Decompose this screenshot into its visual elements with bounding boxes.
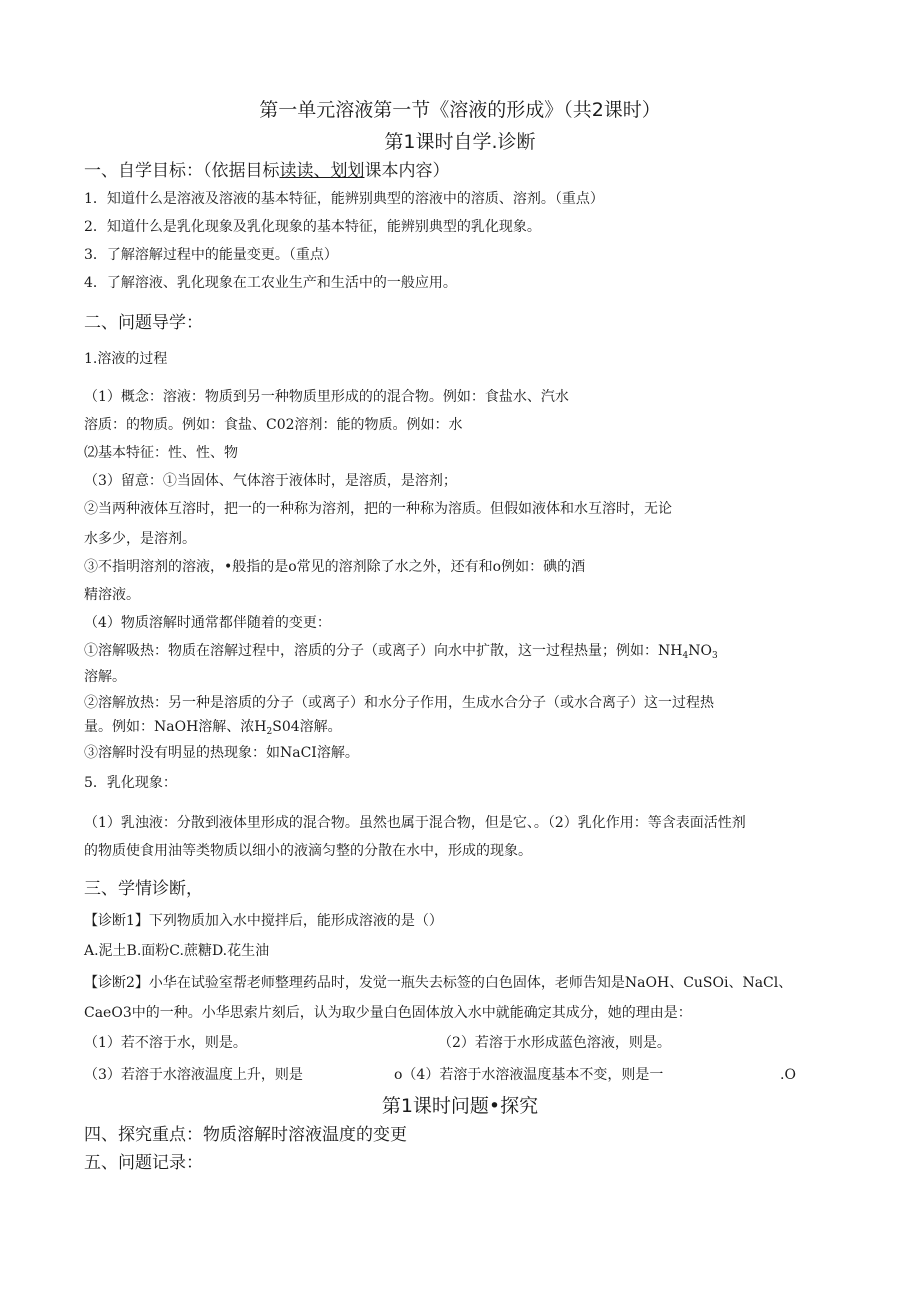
answer-1: （1）若不溶于水，则是。 xyxy=(84,1035,247,1051)
section-title-2: 第1课时问题•探究 xyxy=(381,1095,539,1117)
text-line xyxy=(84,718,342,738)
question-1: 【诊断1】下列物质加入水中搅拌后，能形成溶液的是（） xyxy=(84,913,443,929)
answer-3: （3）若溶于水溶液温度上升，则是 xyxy=(84,1067,303,1083)
text-fragment: NO xyxy=(688,643,712,659)
question-1-options: A.泥土B.面粉C.蔗糖D.花生油 xyxy=(84,943,270,959)
objective-item: 1．知道什么是溶液及溶液的基本特征，能辨别典型的溶液中的溶质、溶剂。（重点） xyxy=(84,191,604,207)
objectives-heading xyxy=(84,160,450,182)
text-line: 水多少，是溶剂。 xyxy=(84,531,196,547)
subscript: 4 xyxy=(682,651,689,661)
subscript: 3 xyxy=(711,651,718,661)
text-line: ⑵基本特征：性、性、物 xyxy=(84,445,238,461)
text-fragment: 量。例如：NaOH溶解、浓H xyxy=(84,719,267,735)
text-line: 的物质使食用油等类物质以细小的液滴匀整的分散在水中，形成的现象。 xyxy=(84,843,532,859)
objective-item: 3．了解溶解过程中的能量变更。（重点） xyxy=(84,247,338,263)
explore-key: 四、探究重点：物质溶解时溶液温度的变更 xyxy=(84,1125,407,1145)
question-2: 【诊断2】小华在试验室帮老师整理药品时，发觉一瓶失去标签的白色固体，老师告知是NaOH、CuSOi、NaCl、 xyxy=(84,975,793,991)
objectives-heading-a: 一、自学目标：（依据目标 xyxy=(84,161,280,181)
answer-4: o（4）若溶于水溶液温度基本不变，则是一 xyxy=(394,1067,664,1083)
guide-subheading: 1.溶液的过程 xyxy=(84,351,168,367)
text-fragment: S04溶解。 xyxy=(272,719,342,735)
text-line: 溶解。 xyxy=(84,669,126,685)
text-line: （1）概念：溶液：物质到另一种物质里形成的的混合物。例如：食盐水、汽水 xyxy=(84,389,569,405)
text-line: 溶质：的物质。例如：食盐、C02溶剂：能的物质。例如：水 xyxy=(84,417,463,433)
text-line: （4）物质溶解时通常都伴随着的变更： xyxy=(84,615,331,631)
question-2-cont: CaeO3中的一种。小华思索片刻后，认为取少量白色固体放入水中就能确定其成分，她的理由是： xyxy=(84,1005,692,1021)
text-line: ③不指明溶剂的溶液，•般指的是o常见的溶剂除了水之外，还有和o例如：碘的酒 xyxy=(84,559,586,575)
text-line xyxy=(84,642,718,662)
text-line: ②当两种液体互溶时，把一的一种称为溶剂，把的一种称为溶质。但假如液体和水互溶时，无论 xyxy=(84,501,672,517)
text-line: （1）乳浊液：分散到液体里形成的混合物。虽然也属于混合物，但是它、。（2）乳化作用：等含表面活性剂 xyxy=(84,815,746,831)
text-fragment: ①溶解吸热：物质在溶解过程中，溶质的分子（或离子）向水中扩散，这一过程热量；例如：NH xyxy=(84,643,683,659)
guide-heading: 二、问题导学： xyxy=(84,313,203,333)
objective-item: 2．知道什么是乳化现象及乳化现象的基本特征，能辨别典型的乳化现象。 xyxy=(84,219,541,235)
section-title-1: 第1课时自学.诊断 xyxy=(384,131,536,153)
explore-record: 五、问题记录： xyxy=(84,1153,203,1173)
diagnosis-heading: 三、学情诊断， xyxy=(84,879,203,899)
text-line: ③溶解时没有明显的热现象：如NaCI溶解。 xyxy=(84,745,359,761)
page-title: 第一单元溶液第一节《溶液的形成》（共2课时） xyxy=(259,99,661,121)
text-line: （3）留意：①当固体、气体溶于液体时，是溶质，是溶剂； xyxy=(84,473,457,489)
answer-4-end: .O xyxy=(780,1067,796,1083)
objectives-heading-b: 读读、划划 xyxy=(279,161,365,181)
objectives-heading-c: 课本内容） xyxy=(364,161,450,181)
text-line: 精溶液。 xyxy=(84,587,140,603)
subscript: 2 xyxy=(266,727,273,737)
guide-subheading: 5．乳化现象： xyxy=(84,775,177,791)
answer-2: （2）若溶于水形成蓝色溶液，则是。 xyxy=(438,1035,671,1051)
text-line: ②溶解放热：另一种是溶质的分子（或离子）和水分子作用，生成水合分子（或水合离子）这一过程热 xyxy=(84,695,714,711)
objective-item: 4．了解溶液、乳化现象在工农业生产和生活中的一般应用。 xyxy=(84,275,457,291)
